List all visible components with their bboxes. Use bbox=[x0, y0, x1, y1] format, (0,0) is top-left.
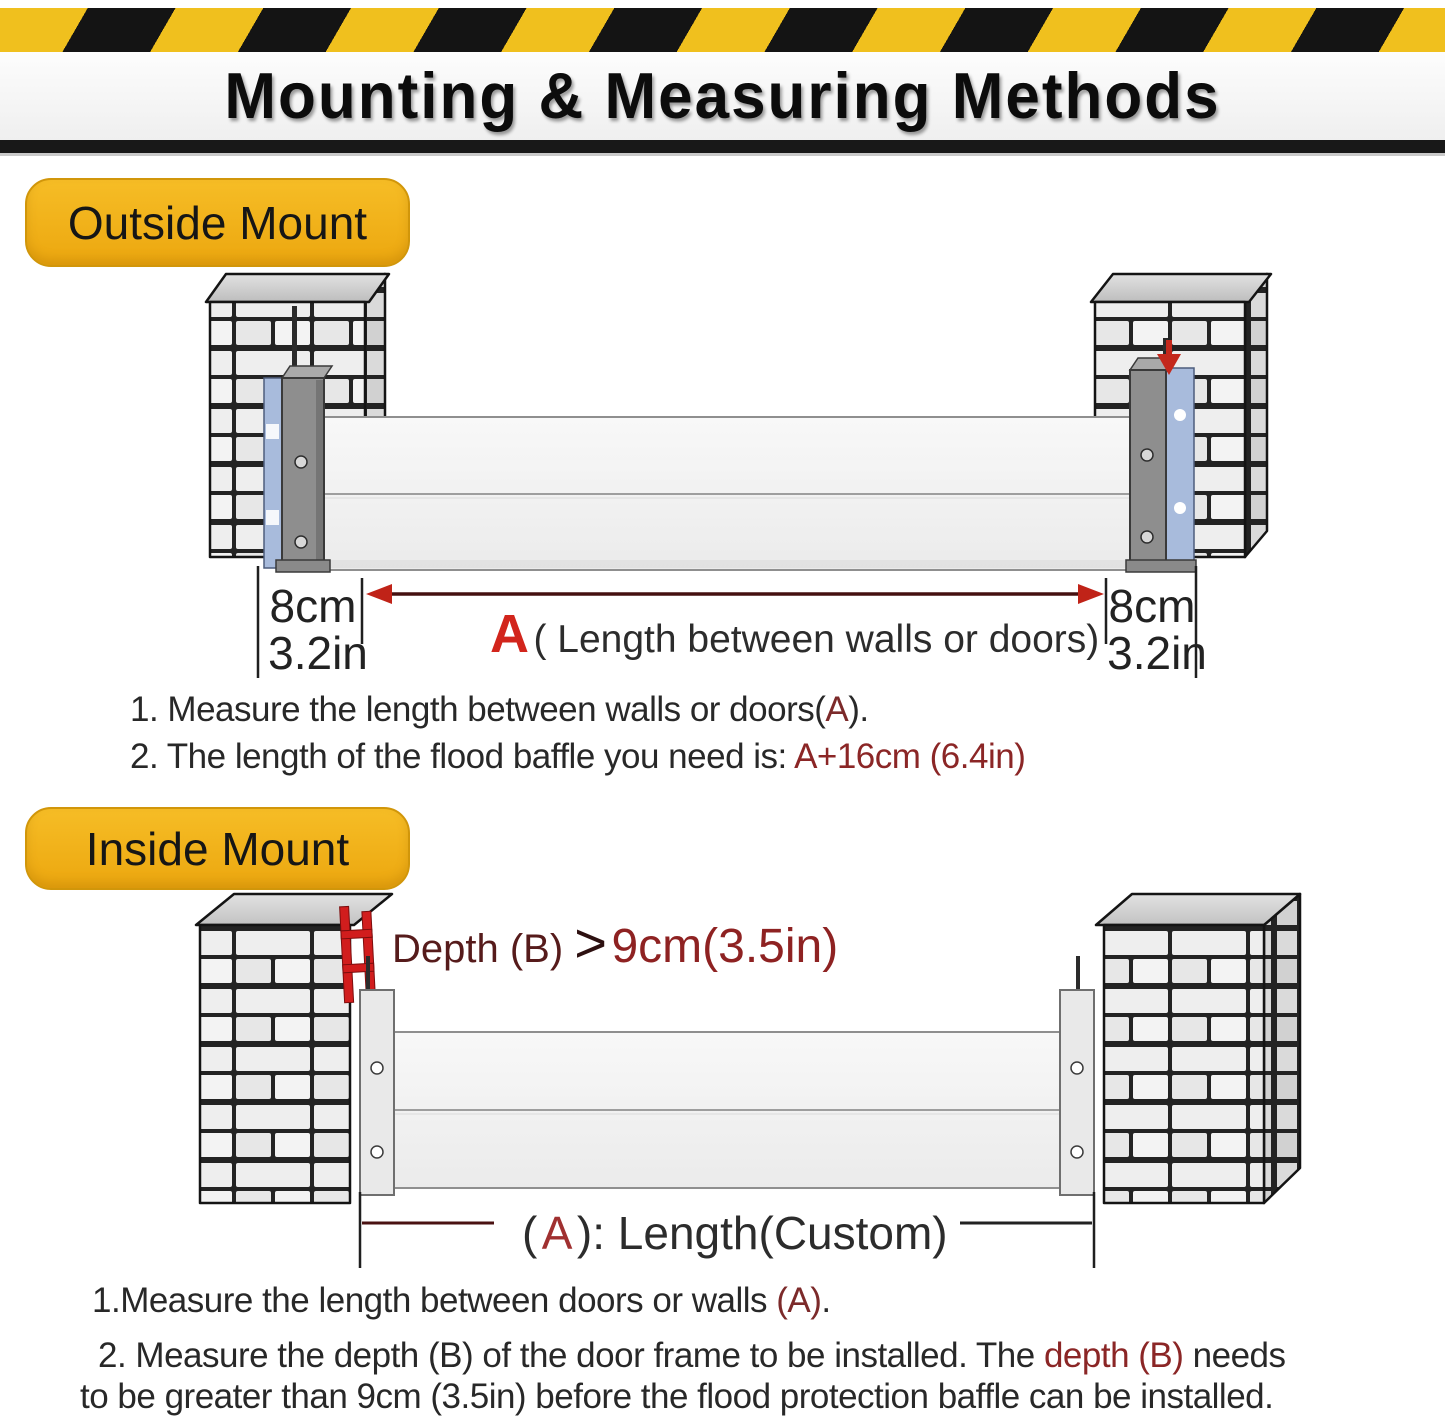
outside-instruction-1: 1. Measure the length between walls or doors(A). bbox=[130, 690, 869, 729]
outside-mount-label bbox=[25, 178, 410, 267]
inside-instruction-2: 2. Measure the depth (B) of the door frame to be installed. The depth (B) needs bbox=[98, 1336, 1286, 1375]
outside-right-mount-bracket bbox=[1126, 338, 1196, 572]
screw-icon bbox=[1071, 1062, 1083, 1074]
outside-mount-diagram bbox=[0, 260, 1445, 685]
outside-mount-label-text: Outside Mount bbox=[67, 196, 368, 249]
screw-icon bbox=[371, 1146, 383, 1158]
inside-mount-diagram bbox=[0, 880, 1445, 1275]
length-custom-label: ( A ): Length(Custom) bbox=[522, 1207, 948, 1259]
screw-icon bbox=[371, 1062, 383, 1074]
inside-instruction-1: 1.Measure the length between doors or walls (A). bbox=[92, 1281, 831, 1320]
screw-icon bbox=[295, 456, 307, 468]
outside-instruction-2: 2. The length of the flood baffle you need is: A+16cm (6.4in) bbox=[130, 737, 1026, 776]
caution-stripe bbox=[0, 6, 1445, 56]
inside-right-mount-bracket bbox=[1060, 956, 1094, 1195]
screw-icon bbox=[1141, 531, 1153, 543]
page-title: Mounting & Measuring Methods bbox=[224, 60, 1221, 132]
mount-pin bbox=[366, 956, 370, 992]
mount-pin bbox=[1076, 956, 1080, 992]
header-divider bbox=[0, 140, 1445, 153]
inside-mount-label-text: Inside Mount bbox=[85, 822, 350, 875]
span-length-label: A ( Length between walls or doors) bbox=[490, 604, 1100, 664]
screw-icon bbox=[295, 536, 307, 548]
outside-flood-barrier bbox=[324, 417, 1130, 570]
inside-instruction-3: to be greater than 9cm (3.5in) before the flood protection baffle can be installed. bbox=[80, 1377, 1274, 1416]
dimension-arrow bbox=[366, 584, 1104, 604]
outside-dimensions bbox=[258, 566, 1207, 679]
screw-icon bbox=[1071, 1146, 1083, 1158]
depth-label: Depth (B) > 9cm(3.5in) bbox=[392, 911, 839, 974]
dim-right-in: 3.2in bbox=[1107, 627, 1207, 679]
inside-right-brick-pillar bbox=[1096, 894, 1300, 1203]
inside-dimensions bbox=[360, 1192, 1094, 1268]
dim-right-cm: 8cm bbox=[1108, 580, 1196, 632]
title-band bbox=[0, 52, 1445, 140]
inside-mount-label bbox=[25, 807, 410, 890]
screw-icon bbox=[1141, 449, 1153, 461]
inside-left-mount-bracket bbox=[360, 956, 394, 1195]
inside-flood-barrier bbox=[394, 1032, 1060, 1188]
dim-left-in: 3.2in bbox=[268, 627, 368, 679]
dim-left-cm: 8cm bbox=[269, 580, 357, 632]
